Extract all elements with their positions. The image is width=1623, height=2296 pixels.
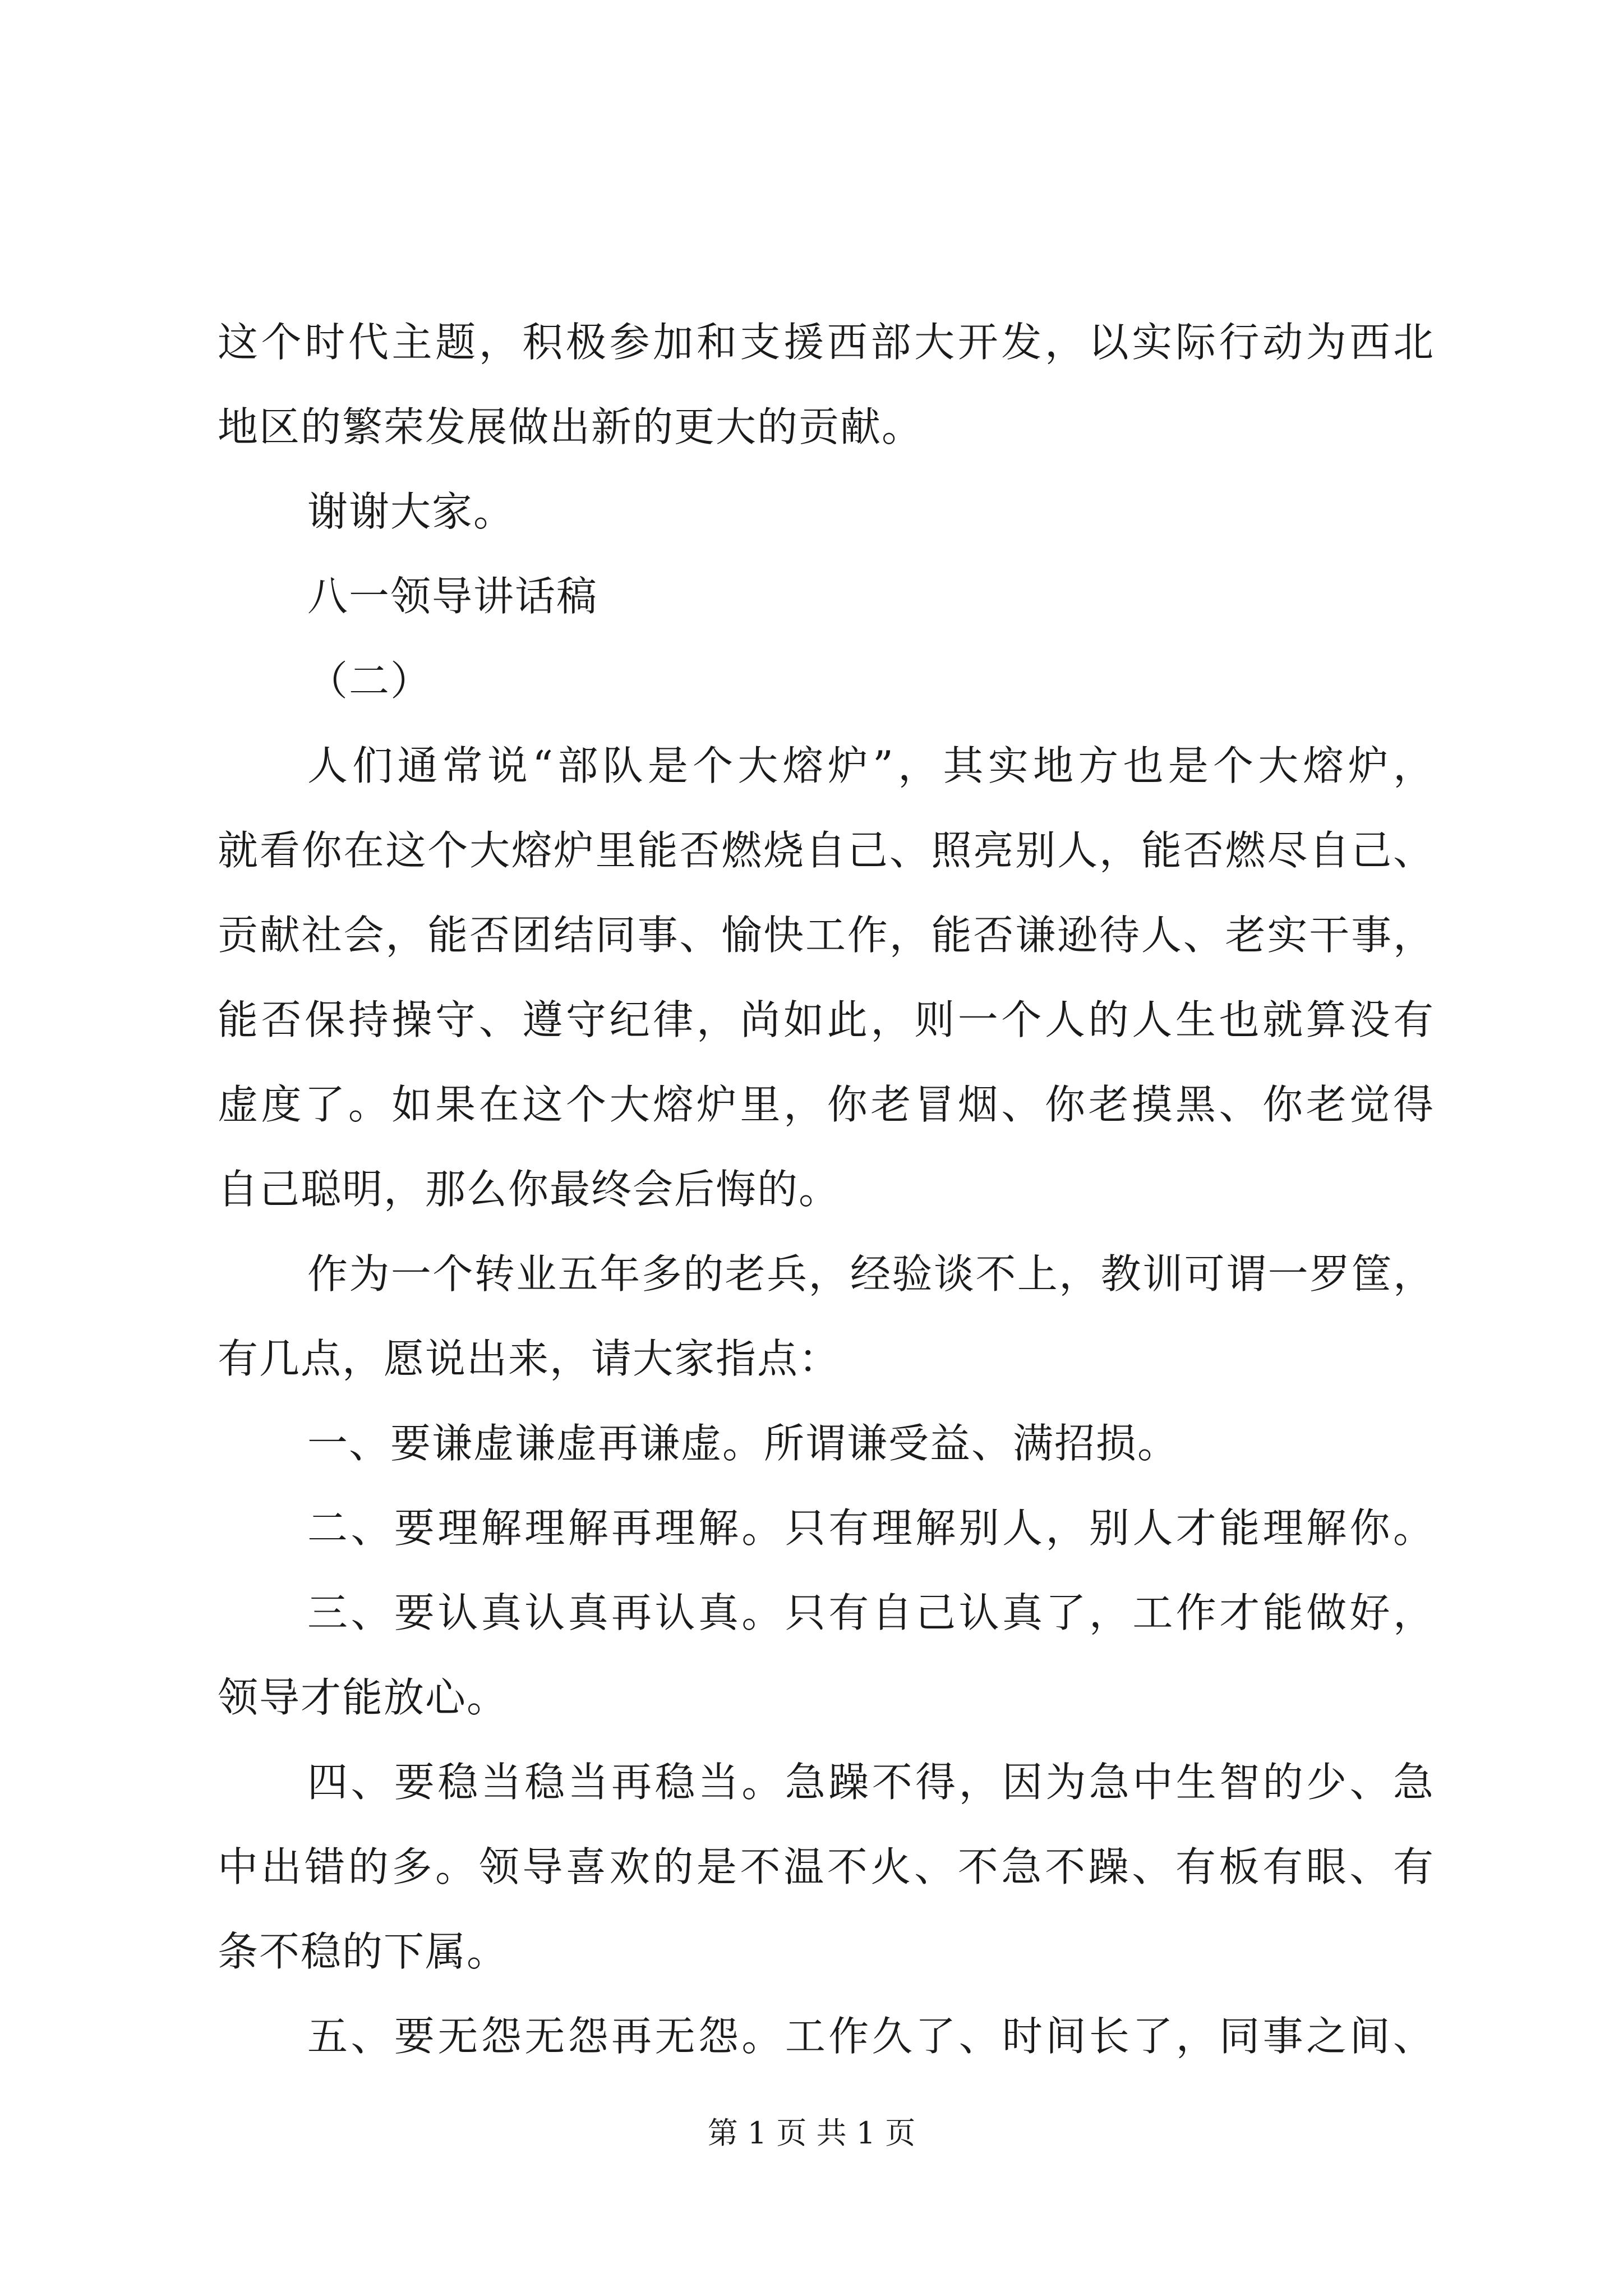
text-line-12: 作为一个转业五年多的老兵，经验谈不上，教训可谓一罗筐，: [307, 1250, 1435, 1297]
list-item-1: 一、要谦虚谦虚再谦虚。所谓谦受益、满招损。: [307, 1420, 1179, 1467]
text-line-6: 人们通常说“部队是个大熔炉”，其实地方也是个大熔炉，: [307, 742, 1435, 789]
section-number: （二）: [307, 657, 432, 705]
list-item-5: 五、要无怨无怨再无怨。工作久了、时间长了，同事之间、: [307, 2013, 1435, 2060]
text-line-3: 谢谢大家。: [307, 488, 515, 535]
text-line-7: 就看你在这个大熔炉里能否燃烧自己、照亮别人，能否燃尽自己、: [218, 827, 1435, 874]
text-line-9: 能否保持操守、遵守纪律，尚如此，则一个人的人生也就算没有: [218, 996, 1435, 1043]
text-line-19: 中出错的多。领导喜欢的是不温不火、不急不躁、有板有眼、有: [218, 1843, 1435, 1890]
text-line-13: 有几点，愿说出来，请大家指点：: [218, 1335, 841, 1382]
text-line-17: 领导才能放心。: [218, 1674, 509, 1721]
text-line-11: 自己聪明，那么你最终会后悔的。: [218, 1166, 841, 1213]
text-line-1: 这个时代主题，积极参加和支援西部大开发，以实际行动为西北: [218, 319, 1435, 366]
list-item-2: 二、要理解理解再理解。只有理解别人，别人才能理解你。: [307, 1504, 1435, 1552]
list-item-4: 四、要稳当稳当再稳当。急躁不得，因为急中生智的少、急: [307, 1759, 1435, 1806]
text-line-8: 贡献社会，能否团结同事、愉快工作，能否谦逊待人、老实干事，: [218, 912, 1435, 959]
list-item-3: 三、要认真认真再认真。只有自己认真了，工作才能做好，: [307, 1589, 1435, 1636]
page-footer: 第 1 页 共 1 页: [707, 2115, 916, 2151]
text-line-2: 地区的繁荣发展做出新的更大的贡献。: [218, 403, 924, 450]
text-line-10: 虚度了。如果在这个大熔炉里，你老冒烟、你老摸黑、你老觉得: [218, 1081, 1435, 1128]
section-title: 八一领导讲话稿: [307, 573, 598, 620]
document-body: [218, 300, 1435, 2079]
text-line-20: 条不稳的下属。: [218, 1928, 509, 1975]
